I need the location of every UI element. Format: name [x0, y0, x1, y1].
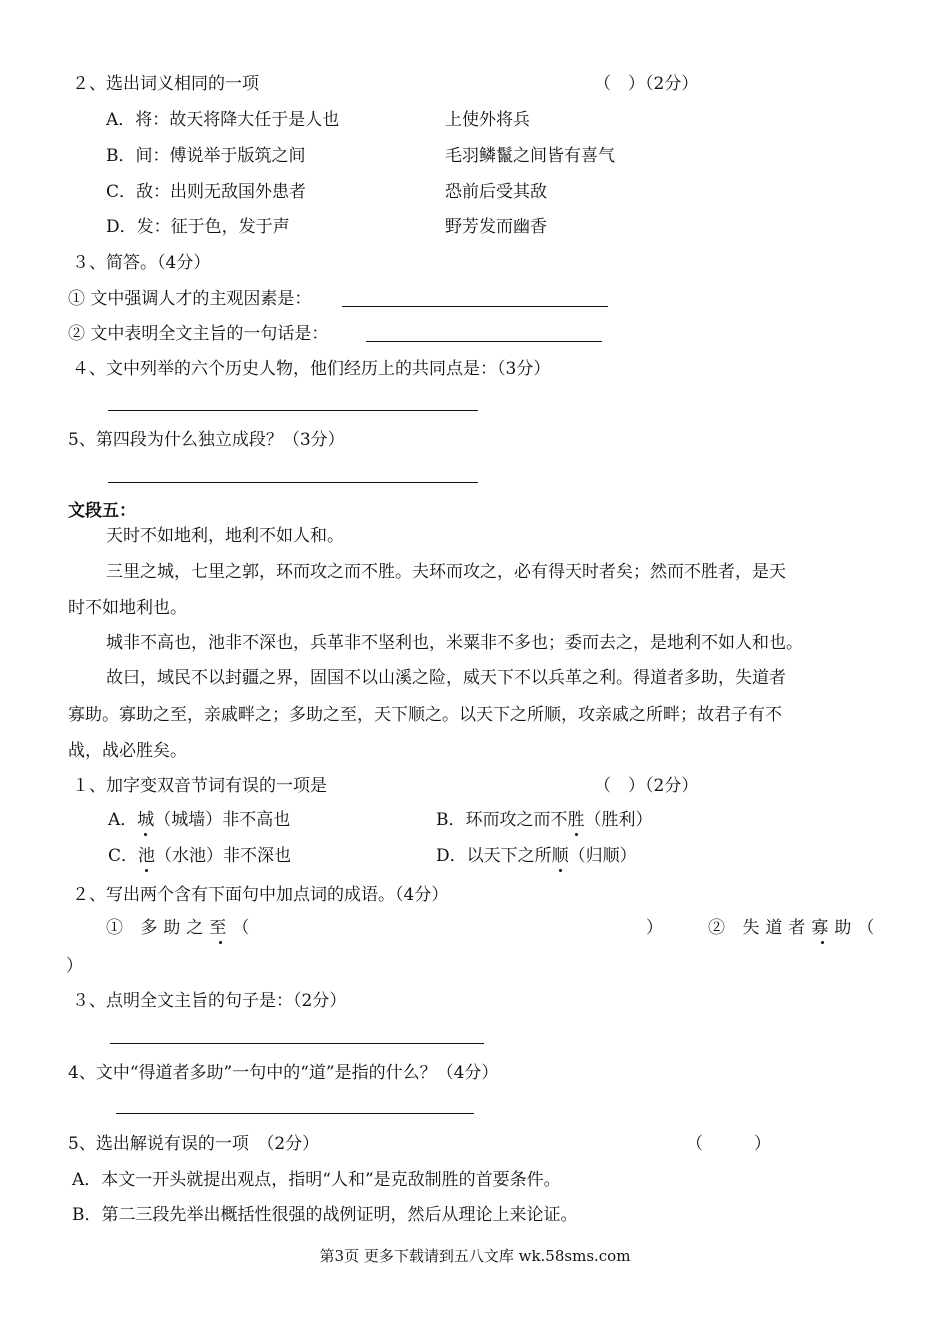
- s5q5-option-b: B．第二三段先举出概括性很强的战例证明，然后从理论上来论证。: [72, 1205, 578, 1225]
- s5q5-option-a: A．本文一开头就提出观点，指明“人和”是克敌制胜的首要条件。: [72, 1170, 561, 1190]
- q2-option-a-compare: 上使外将兵: [445, 110, 530, 130]
- q2-option-d: D．发：征于色，发于声: [106, 217, 290, 237]
- s5q3-stem: ３、点明全文主旨的句子是：（2分）: [72, 991, 347, 1011]
- q2-bracket: （ ）（2分）: [594, 74, 699, 94]
- s5q2-item-2-close: ）: [66, 956, 83, 976]
- s5q2-item-1: ① 多助之至（: [106, 918, 256, 938]
- s5q4-answer-line[interactable]: [116, 1113, 474, 1114]
- q2-option-c-compare: 恐前后受其敌: [445, 182, 547, 202]
- q5-stem: 5、第四段为什么独立成段？（3分）: [68, 430, 345, 450]
- s5q4-stem: 4、文中“得道者多助”一句中的“道”是指的什么？（4分）: [68, 1063, 499, 1083]
- emphasis-dot-char: 城: [137, 810, 155, 830]
- q2-option-b: B．间：傅说举于版筑之间: [106, 146, 306, 166]
- q3-item-2-answer-line[interactable]: [366, 341, 602, 342]
- s5q5-stem: 5、选出解说有误的一项 （2分）: [68, 1134, 320, 1154]
- q5-answer-line[interactable]: [108, 482, 478, 483]
- s5q1-option-c: C．池（水池）非不深也: [108, 846, 292, 866]
- emphasis-dot-char: 胜: [567, 810, 585, 830]
- q3-item-1-answer-line[interactable]: [342, 306, 608, 307]
- section5-paragraph-4-line-1: 故曰，域民不以封疆之界，固国不以山溪之险，威天下不以兵革之利。得道者多助，失道者: [106, 668, 786, 688]
- section5-paragraph-1: 天时不如地利，地利不如人和。: [106, 526, 344, 546]
- emphasis-dot-char: 池: [138, 846, 156, 866]
- s5q2-item-2: ② 失道者寡助（: [708, 918, 881, 938]
- q2-option-c: C．敌：出则无敌国外患者: [106, 182, 307, 202]
- s5q1-option-a: A．城（城墙）非不高也: [108, 810, 291, 830]
- section5-paragraph-3: 城非不高也，池非不深也，兵革非不坚利也，米粟非不多也；委而去之，是地利不如人和也。: [106, 633, 803, 653]
- q3-item-1: ① 文中强调人才的主观因素是：: [68, 289, 312, 309]
- section5-paragraph-4-line-2: 寡助。寡助之至，亲戚畔之；多助之至，天下顺之。以天下之所顺，攻亲戚之所畔；故君子有不: [68, 705, 782, 725]
- emphasis-dot-char: 寡: [811, 918, 835, 938]
- s5q1-option-d: D．以天下之所顺（归顺）: [436, 846, 637, 866]
- s5q2-item-1-close: ）: [646, 918, 663, 938]
- q2-option-d-compare: 野芳发而幽香: [445, 217, 547, 237]
- s5q3-answer-line[interactable]: [110, 1043, 484, 1044]
- emphasis-dot-char: 顺: [551, 846, 569, 866]
- section5-paragraph-4-line-3: 战，战必胜矣。: [68, 741, 187, 761]
- q4-stem: ４、文中列举的六个历史人物，他们经历上的共同点是：（3分）: [72, 359, 551, 379]
- s5q1-stem: １、加字变双音节词有误的一项是: [72, 776, 327, 796]
- s5q5-bracket: （ ）: [686, 1134, 771, 1154]
- q2-stem: ２、选出词义相同的一项: [72, 74, 259, 94]
- section5-paragraph-2-line-1: 三里之城，七里之郭，环而攻之而不胜。夫环而攻之，必有得天时者矣；然而不胜者，是天: [106, 562, 786, 582]
- section5-title: 文段五：: [68, 501, 136, 521]
- page-footer: 第3页 更多下载请到五八文库 wk.58sms.com: [319, 1247, 631, 1265]
- emphasis-dot-char: 至: [209, 918, 233, 938]
- q4-answer-line[interactable]: [108, 410, 478, 411]
- s5q1-bracket: （ ）（2分）: [594, 776, 699, 796]
- q2-option-a: A．将：故天将降大任于是人也: [106, 110, 340, 130]
- q3-stem: ３、简答。（4分）: [72, 253, 211, 273]
- section5-paragraph-2-line-2: 时不如地利也。: [68, 598, 187, 618]
- q3-item-2: ② 文中表明全文主旨的一句话是：: [68, 324, 329, 344]
- q2-option-b-compare: 毛羽鳞鬣之间皆有喜气: [445, 146, 615, 166]
- s5q2-stem: ２、写出两个含有下面句中加点词的成语。（4分）: [72, 885, 449, 905]
- s5q1-option-b: B．环而攻之而不胜（胜利）: [436, 810, 653, 830]
